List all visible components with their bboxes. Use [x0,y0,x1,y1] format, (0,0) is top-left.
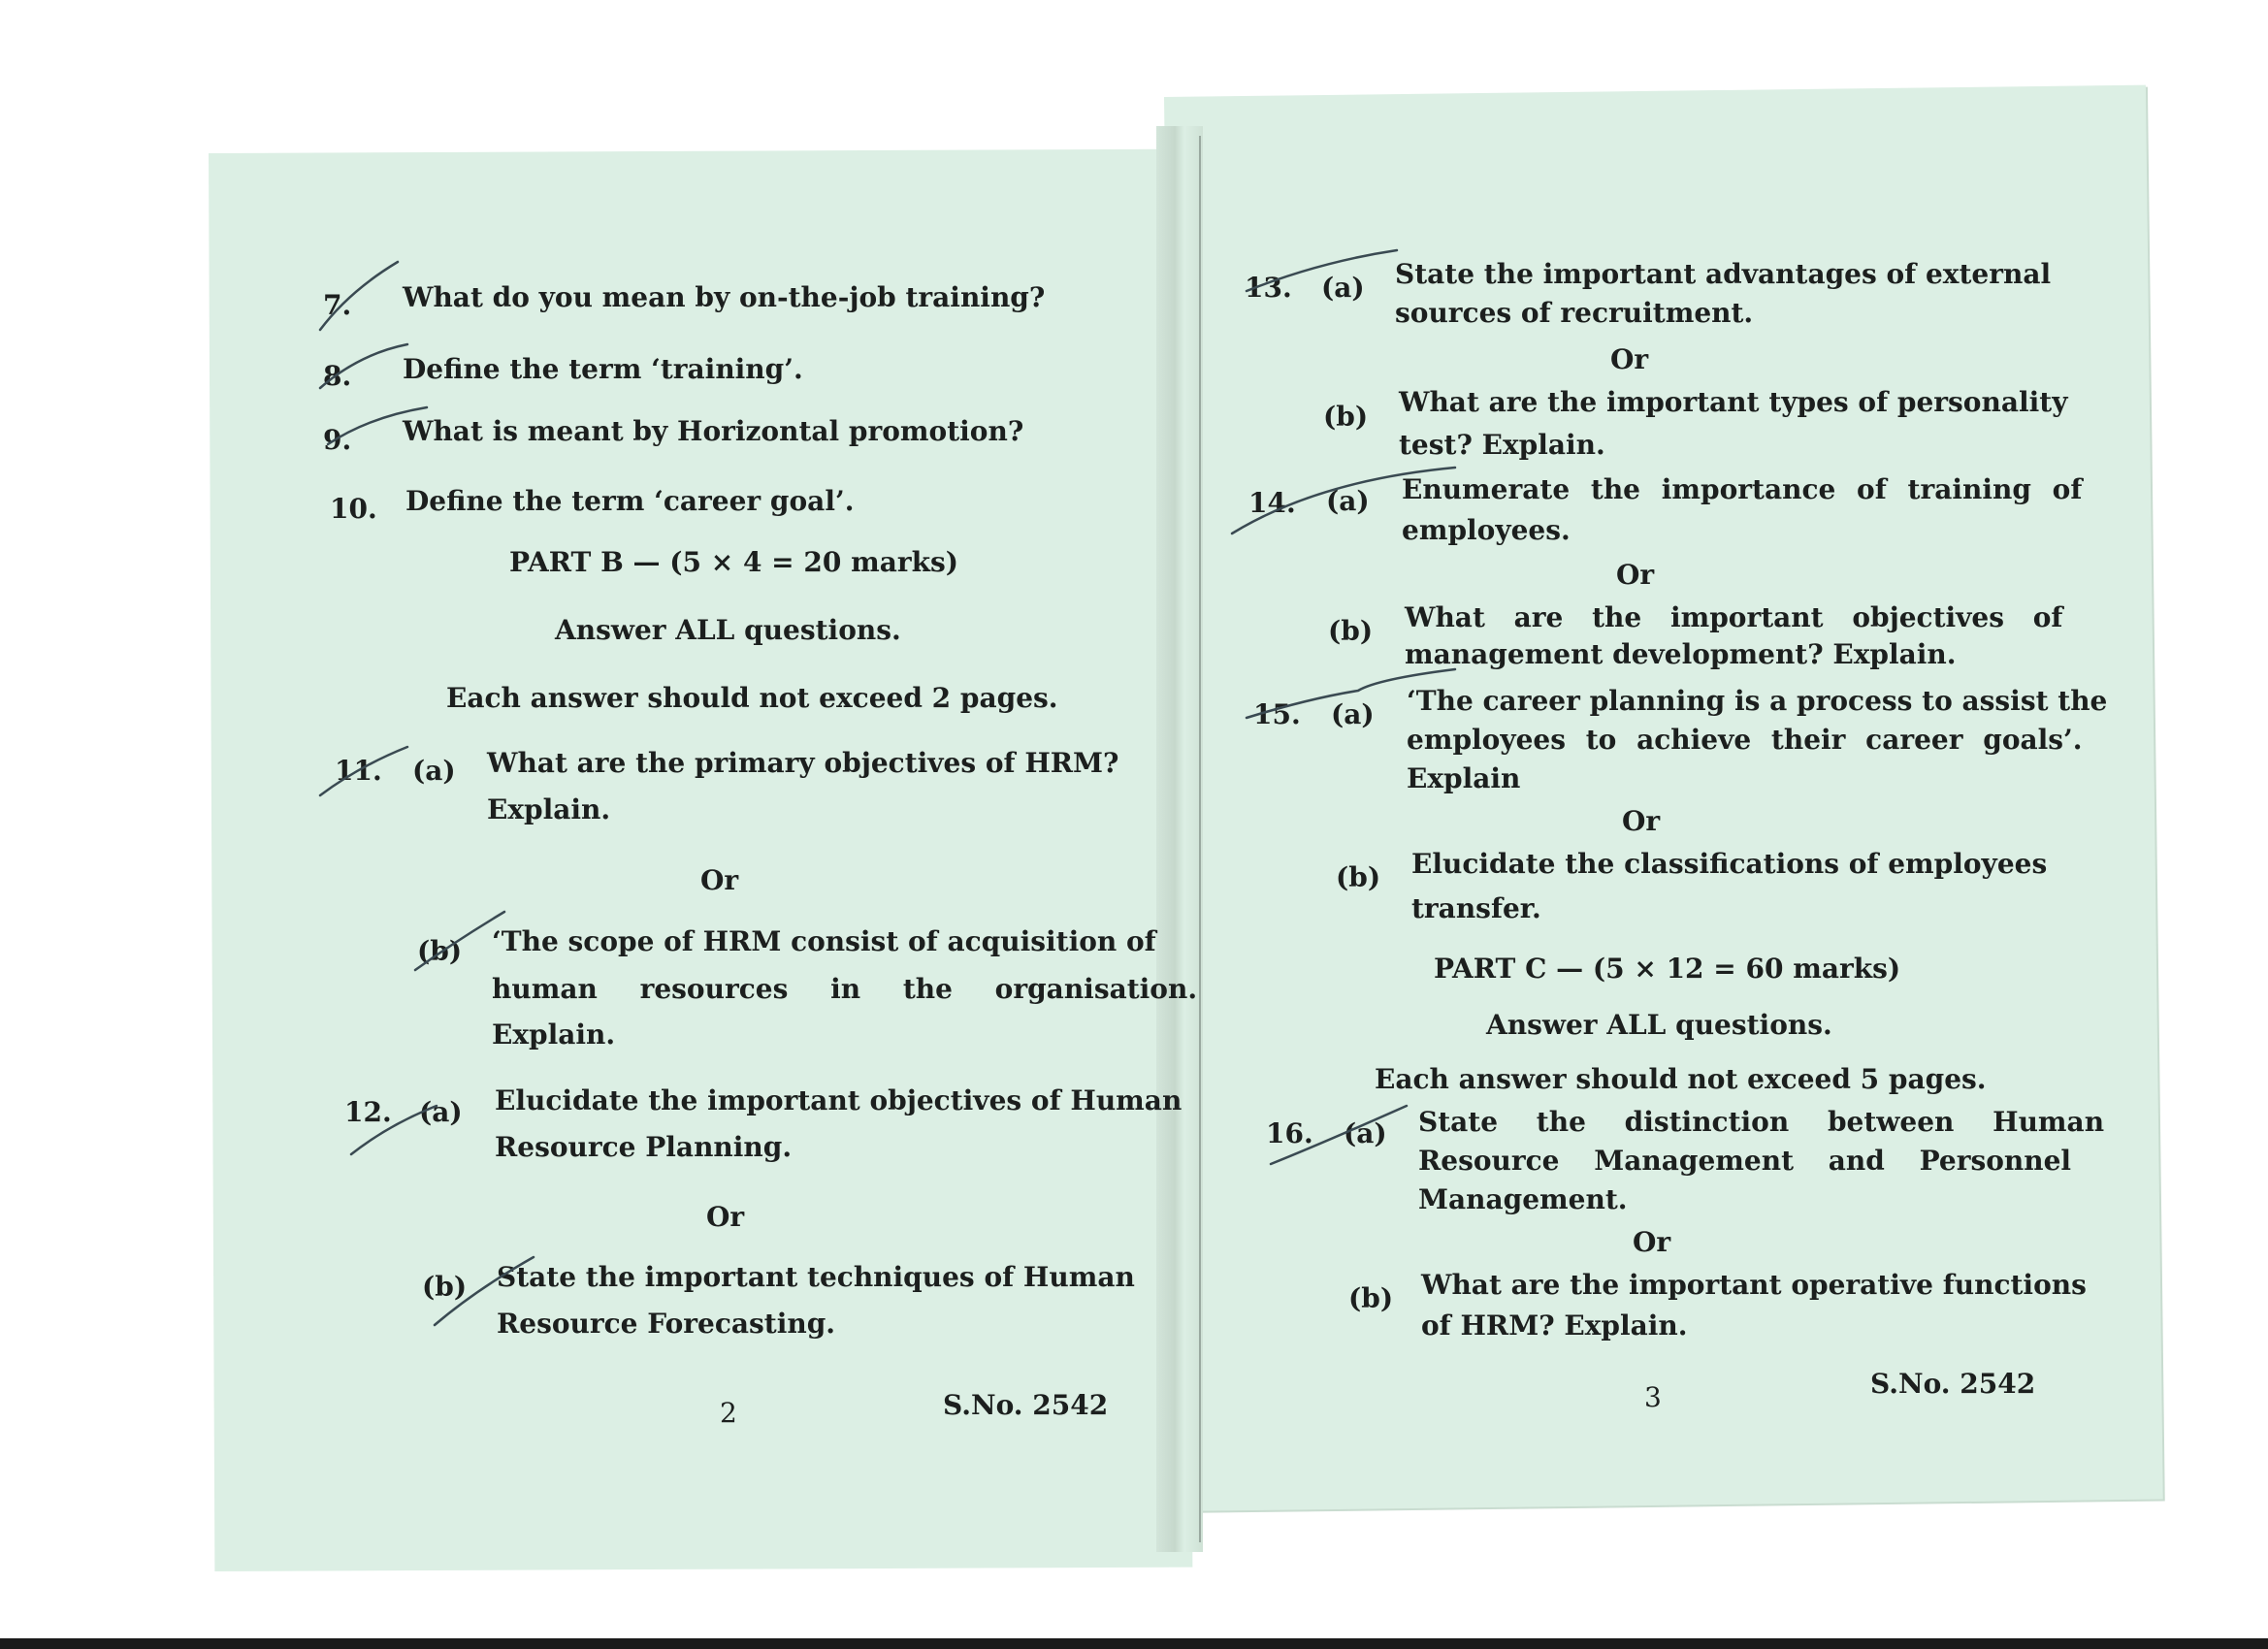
option-label: (b) [1336,861,1381,893]
option-text: human resources in the organisation. [492,973,1198,1005]
option-text: ‘The scope of HRM consist of acquisition of [492,925,1156,957]
option-text: management development? Explain. [1405,638,1957,670]
option-text: employees to achieve their career goals’. [1407,724,2083,756]
option-text: State the distinction between Human [1418,1106,2105,1138]
page-number: 2 [720,1397,737,1429]
or-separator: Or [700,864,739,896]
question-number: 15. [1253,698,1301,730]
part-c-instruction: Answer ALL questions. [1486,1009,1832,1041]
option-text: Resource Forecasting. [497,1308,836,1340]
or-separator: Or [706,1201,745,1233]
option-text: What are the important types of personality [1399,386,2068,418]
option-text: Explain. [492,1018,616,1051]
question-number: 11. [335,755,382,787]
option-text: Explain. [487,793,611,825]
option-text: Enumerate the importance of training of [1402,473,2083,505]
page-number: 3 [1644,1381,1662,1413]
option-text: transfer. [1411,892,1541,924]
scanner-edge [0,1638,2268,1649]
option-label: (b) [417,935,463,967]
question-number: 12. [344,1096,392,1128]
option-label: (b) [1328,615,1374,647]
option-text: Elucidate the important objectives of Human [495,1084,1183,1116]
question-number: 10. [330,493,377,525]
option-label: (a) [412,755,456,787]
option-text: test? Explain. [1399,429,1605,461]
option-label: (b) [1323,401,1369,433]
option-text: ‘The career planning is a process to assist the [1407,685,2108,717]
option-text: sources of recruitment. [1395,297,1754,329]
question-number: 16. [1266,1117,1313,1149]
serial-number: S.No. 2542 [1870,1368,2036,1400]
option-text: State the important advantages of external [1395,258,2052,290]
option-label: (a) [419,1096,463,1128]
part-c-heading: PART C — (5 × 12 = 60 marks) [1434,953,1901,985]
option-label: (a) [1331,698,1375,730]
or-separator: Or [1633,1226,1671,1258]
part-c-instruction: Each answer should not exceed 5 pages. [1375,1063,1987,1095]
question-text: Define the term ‘career goal’. [405,485,855,517]
question-number: 13. [1245,272,1292,304]
question-text: What do you mean by on-the-job training? [403,281,1046,313]
question-number: 14. [1248,487,1296,519]
option-text: Resource Management and Personnel [1418,1145,2072,1177]
option-text: What are the important operative functions [1421,1269,2087,1301]
or-separator: Or [1622,805,1661,837]
part-b-instruction: Each answer should not exceed 2 pages. [446,682,1058,714]
option-text: What are the primary objectives of HRM? [487,747,1119,779]
option-text: employees. [1402,514,1571,546]
serial-number: S.No. 2542 [943,1389,1109,1421]
question-number: 9. [323,424,352,456]
option-text: Elucidate the classifications of employees [1411,848,2048,880]
or-separator: Or [1616,559,1655,591]
option-text: Resource Planning. [495,1131,793,1163]
option-text: What are the important objectives of [1405,601,2063,633]
option-label: (a) [1344,1117,1387,1149]
option-text: State the important techniques of Human [497,1261,1135,1293]
part-b-instruction: Answer ALL questions. [555,614,901,646]
question-number: 8. [323,360,352,392]
check-mark-icon [320,250,1455,1325]
option-label: (b) [1348,1282,1394,1314]
question-text: What is meant by Horizontal promotion? [403,415,1024,447]
question-number: 7. [323,289,352,321]
option-label: (b) [422,1271,468,1303]
option-text: Management. [1418,1183,1628,1215]
option-text: of HRM? Explain. [1421,1310,1688,1342]
option-label: (a) [1326,485,1370,517]
or-separator: Or [1610,343,1649,375]
option-label: (a) [1321,272,1365,304]
option-text: Explain [1407,762,1521,794]
part-b-heading: PART B — (5 × 4 = 20 marks) [509,546,959,578]
question-text: Define the term ‘training’. [403,353,803,385]
